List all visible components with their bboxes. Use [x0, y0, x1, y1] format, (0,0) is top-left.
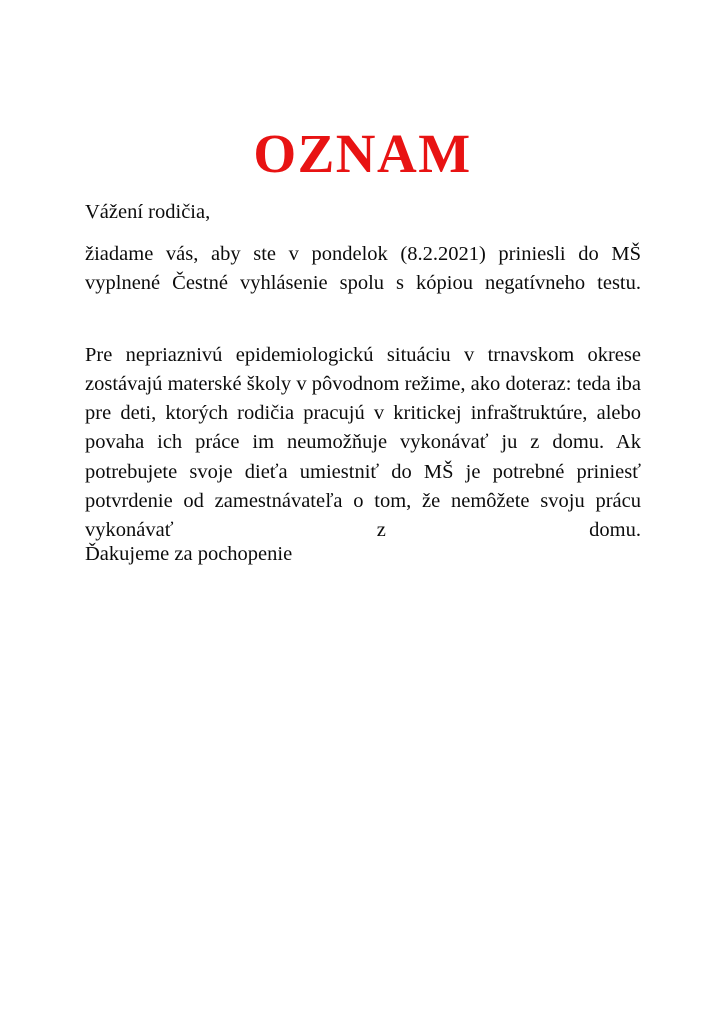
closing-paragraph: Ďakujeme za pochopenie	[85, 543, 293, 565]
page-title: OZNAM	[253, 122, 472, 184]
body-paragraph-2: Pre nepriaznivú epidemiologickú situáciu v trnavskom okrese zostávajú materské školy v pôvodnom režime, ako doteraz: teda iba pre deti, ktorých rodičia pracujú v kritickej infraštruktúre, alebo povaha ich práce im neumožňuje vykonávať ju z domu. Ak potrebujete svoje dieťa umiestniť do MŠ je potrebné priniesť potvrdenie od zamestnávateľa o tom, že nemôžete svoju prácu vykonávať z domu.	[85, 343, 641, 542]
body-paragraph-1: žiadame vás, aby ste v pondelok (8.2.2021) priniesli do MŠ vyplnené Čestné vyhlásenie spolu s kópiou negatívneho testu.	[85, 243, 641, 295]
document-body	[85, 198, 641, 574]
greeting-paragraph: Vážení rodičia,	[85, 201, 211, 223]
